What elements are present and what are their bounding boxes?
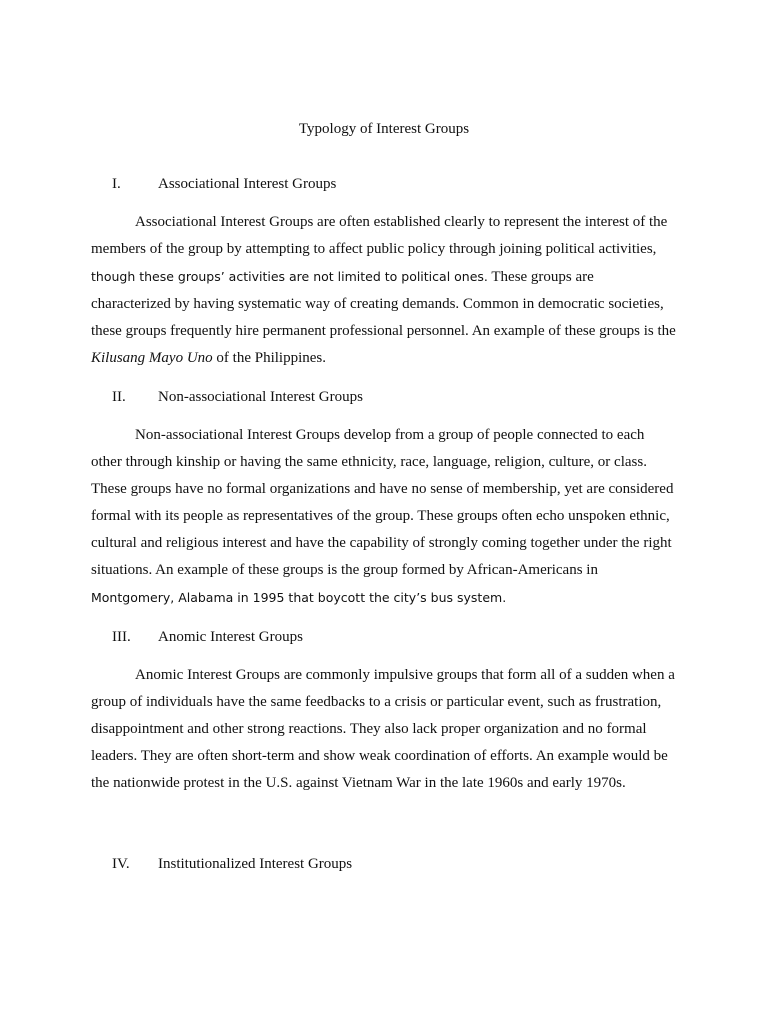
section-heading-1 bbox=[112, 175, 336, 193]
paragraph-text: Associational Interest Groups are often established clearly to represent the interest of the members of the group by attempting to affect public policy through joining political activities, bbox=[91, 214, 668, 257]
paragraph-text-sans: Montgomery, Alabama in 1995 that boycott the city’s bus system. bbox=[91, 590, 507, 605]
section-title: Associational Interest Groups bbox=[158, 176, 337, 192]
paragraph-text: These groups are characterized by having systematic way of creating demands. Common in democratic societies, these groups frequently hire permanent professional personnel. An example of these groups is the bbox=[91, 269, 676, 339]
section-paragraph-2 bbox=[91, 422, 677, 612]
section-heading-2 bbox=[112, 388, 363, 406]
section-numeral: II. bbox=[112, 389, 126, 405]
section-title: Institutionalized Interest Groups bbox=[158, 856, 353, 872]
paragraph-italic-text: Kilusang Mayo Uno bbox=[91, 350, 213, 366]
section-numeral: IV. bbox=[112, 856, 130, 872]
section-heading-4 bbox=[112, 855, 352, 873]
section-heading-3 bbox=[112, 628, 303, 646]
paragraph-text: of the Philippines. bbox=[212, 350, 326, 366]
section-numeral: I. bbox=[112, 176, 121, 192]
section-title: Non-associational Interest Groups bbox=[158, 389, 363, 405]
paragraph-text-sans: though these groups’ activities are not limited to political ones. bbox=[91, 269, 488, 284]
section-title: Anomic Interest Groups bbox=[158, 629, 303, 645]
section-paragraph-3 bbox=[91, 662, 677, 797]
paragraph-text: Anomic Interest Groups are commonly impulsive groups that form all of a sudden when a group of individuals have the same feedbacks to a crisis or particular event, such as frustration, disappointment and other strong reactions. They also lack proper organization and no formal leaders. They are often short-term and show weak coordination of efforts. An example would be the nationwide protest in the U.S. against Vietnam War in the late 1960s and early 1970s. bbox=[91, 667, 675, 791]
section-paragraph-1 bbox=[91, 209, 677, 372]
section-numeral: III. bbox=[112, 629, 131, 645]
paragraph-text: Non-associational Interest Groups develop from a group of people connected to each other through kinship or having the same ethnicity, race, language, religion, culture, or class. These groups have no formal organizations and have no sense of membership, yet are considered formal with its people as representatives of the group. These groups often echo unspoken ethnic, cultural and religious interest and have the capability of strongly coming together under the right situations. An example of these groups is the group formed by African-Americans in bbox=[91, 427, 674, 578]
document-title: Typology of Interest Groups bbox=[298, 121, 470, 137]
